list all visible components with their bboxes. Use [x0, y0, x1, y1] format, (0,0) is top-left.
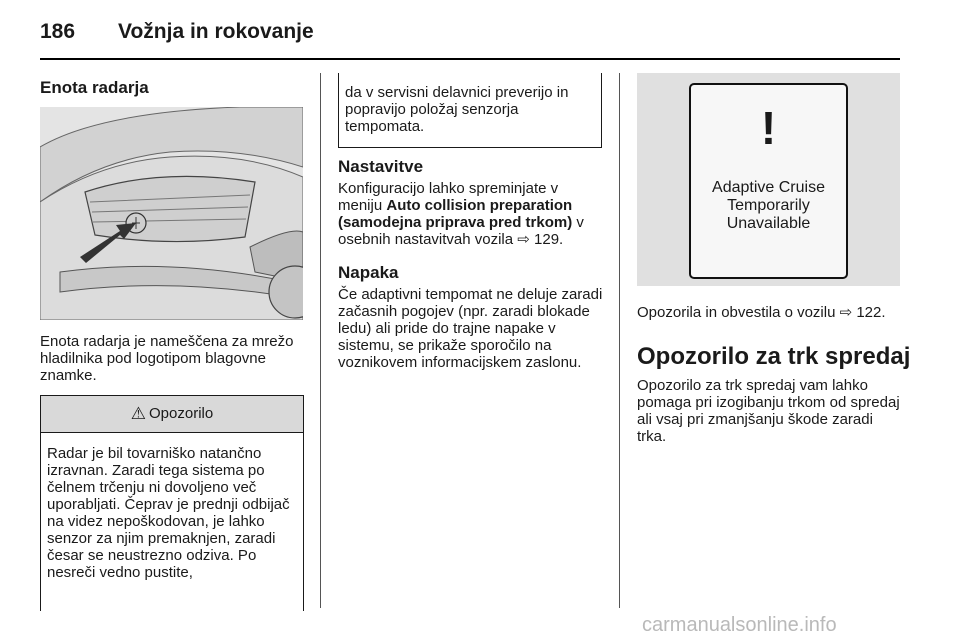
warning-text: Radar je bil tovarniško natančno izravnan. Zaradi tega sistema po čelnem trčenju ni dovoljeno več uporabljati. Čeprav je prednji odbijač na videz nepoškodovan, je lahko senzor za njim premaknjen, zaradi česar se neustrezno odziva. Po nesreči vedno pustite,: [47, 445, 290, 581]
settings-text-b: v osebnih nastavitvah vozila: [338, 214, 584, 248]
driver-info-display: [689, 83, 848, 279]
page-title: Vožnja in rokovanje: [118, 20, 314, 43]
exclamation-icon: !: [760, 102, 777, 154]
section-title-fault: Napaka: [338, 263, 399, 282]
warning-triangle-icon: ⚠: [130, 404, 147, 423]
radar-unit-paragraph: Enota radarja je nameščena za mrežo hladilnika pod logotipom blagovne znamke.: [40, 333, 294, 384]
warning-continuation-text: da v servisni delavnici preverijo in popravijo položaj senzorja tempomata.: [345, 84, 569, 135]
section-title-radar-unit: Enota radarja: [40, 78, 149, 97]
settings-text-a: Konfiguracijo lahko spreminjate v meniju: [338, 180, 559, 214]
header-divider: [40, 58, 900, 60]
car-front-illustration: [40, 107, 303, 320]
driver-info-display-figure: [637, 73, 900, 286]
forward-collision-paragraph: Opozorilo za trk spredaj vam lahko pomaga pri izogibanju trkom od spredaj ali vsaj pri zmanjšanju škode zaradi trka.: [637, 377, 900, 445]
column-divider-2: [619, 73, 620, 608]
radar-unit-photo: [40, 107, 303, 320]
watermark-text: carmanualsonline.info: [642, 614, 837, 636]
warning-continuation-box: [338, 73, 602, 148]
display-message: Adaptive Cruise Temporarily Unavailable: [712, 179, 825, 232]
settings-paragraph: [338, 180, 602, 248]
settings-page-reference: ⇨ 129.: [517, 231, 564, 248]
column-divider-1: [320, 73, 321, 608]
section-title-settings: Nastavitve: [338, 157, 424, 176]
settings-menu-name: Auto collision preparation (samodejna priprava pred trkom): [338, 197, 573, 231]
page-number: 186: [40, 20, 76, 43]
warning-box: [40, 395, 304, 611]
warning-title: Opozorilo: [149, 405, 214, 422]
warning-header: [41, 396, 303, 433]
section-title-forward-collision: Opozorilo za trk spredaj: [637, 343, 911, 370]
fault-paragraph: Če adaptivni tempomat ne deluje zaradi začasnih pogojev (npr. zaradi blokade ledu) ali pride do trajne napake v sistemu, se prikaže sporočilo na voznikovem informacijskem zaslonu.: [338, 286, 603, 371]
display-caption: Opozorila in obvestila o vozilu ⇨ 122.: [637, 304, 886, 321]
